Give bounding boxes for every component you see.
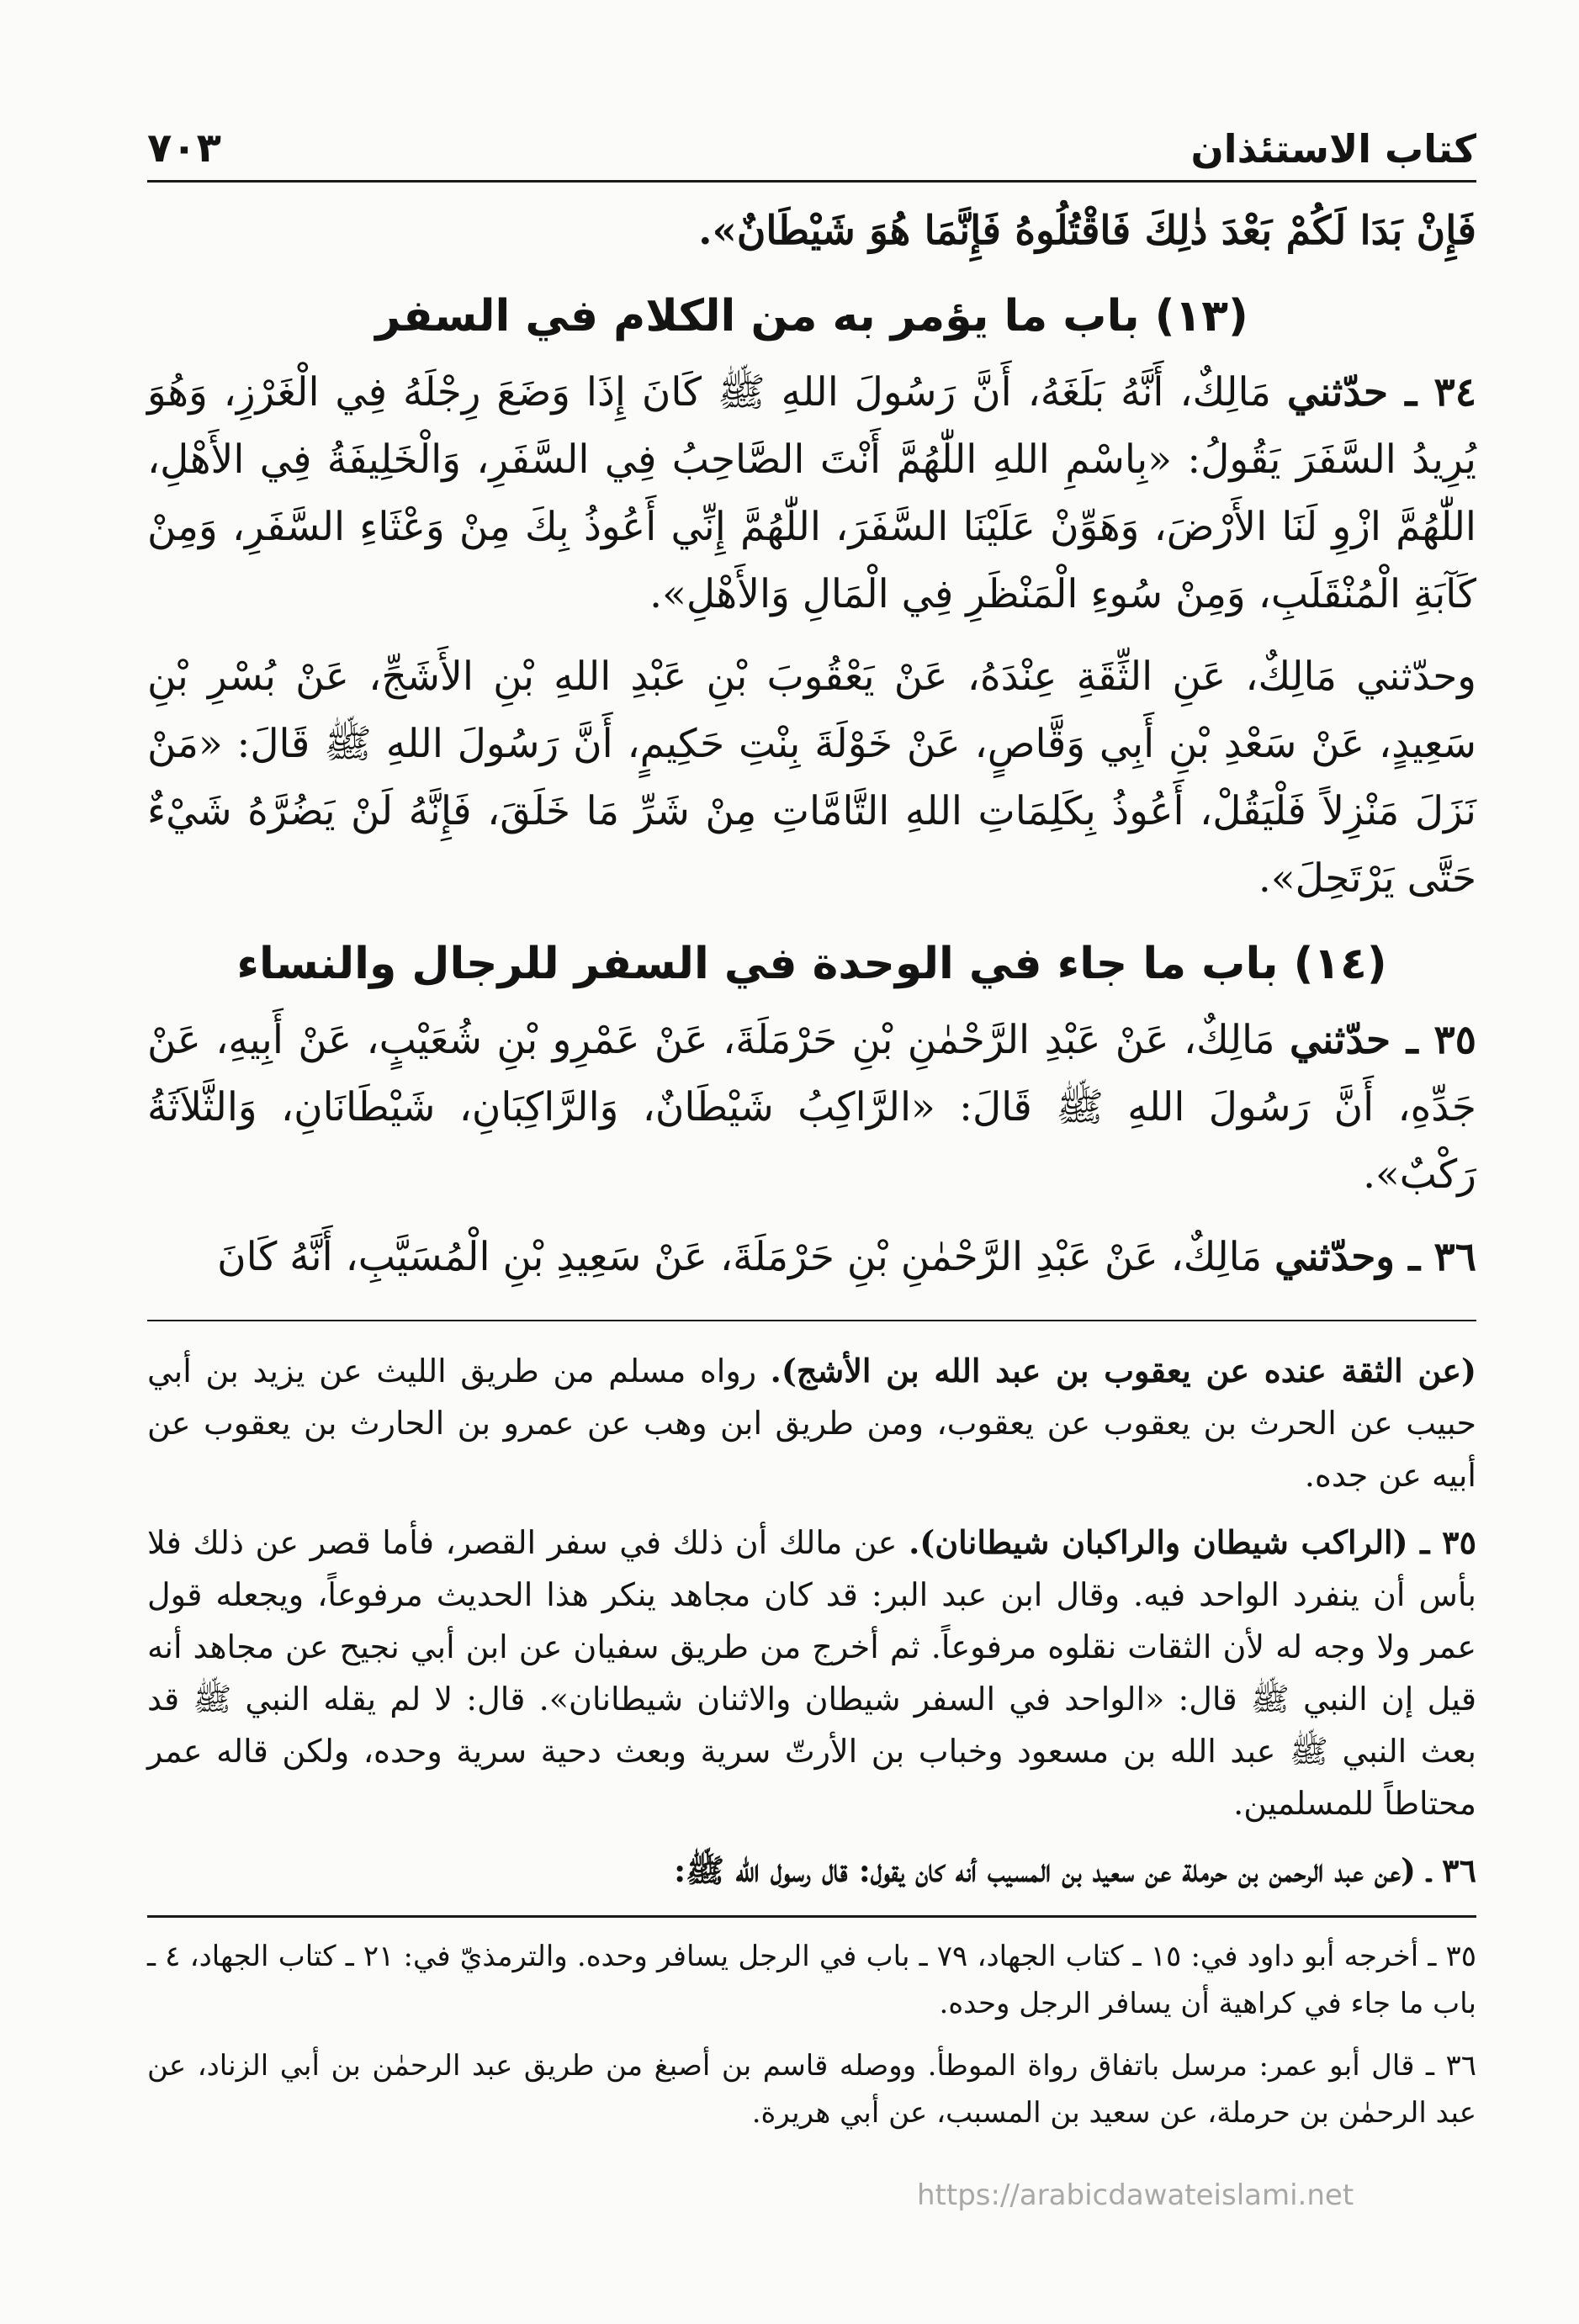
hadith-34-number: ٣٤ ـ حدّثني xyxy=(1286,369,1476,416)
footnote-36: ٣٦ ـ قال أبو عمر: مرسل باتفاق رواة الموطأ. ووصله قاسم بن أصبغ من طريق عبد الرحمٰن بن أبي الزناد، عن عبد الرحمٰن بن حرملة، عن سعيد بن المسبب، عن أبي هريرة. xyxy=(147,2049,1476,2130)
commentary-35-text: عن مالك أن ذلك في سفر القصر، فأما قصر عن ذلك فلا بأس أن ينفرد الواحد فيه. وقال ابن عبد البر: قد كان مجاهد ينكر هذا الحديث مرفوعاً، ويجعله قول عمر ولا وجه له لأن الثقات نقلوه مرفوعاً. ثم أخرج من طريق سفيان عن ابن أبي نجيح عن مجاهد أنه قيل إن النبي ﷺ قال: «الواحد في السفر شيطان والاثنان شيطانان». قال: لا لم يقله النبي ﷺ قد بعث النبي ﷺ عبد الله بن مسعود وخباب بن الأرتّ سرية وبعث دحية سرية وحده، ولكن قاله عمر محتاطاً للمسلمين. xyxy=(147,1524,1476,1822)
hadith-35-number: ٣٥ ـ حدّثني xyxy=(1289,1017,1476,1063)
commentary-1-lemma: (عن الثقة عنده عن يعقوب بن عبد الله بن الأشج). xyxy=(770,1352,1476,1390)
hadith-35 xyxy=(147,1007,1476,1209)
chapter-13-title: (١٣) باب ما يؤمر به من الكلام في السفر xyxy=(375,291,1248,341)
hadith-35-text: مَالِكٌ، عَنْ عَبْدِ الرَّحْمٰنِ بْنِ حَرْمَلَةَ، عَنْ عَمْرِو بْنِ شُعَيْبٍ، عَنْ أَبِيهِ، عَنْ جَدِّهِ، أَنَّ رَسُولَ اللهِ ﷺ قَالَ: «الرَّاكِبُ شَيْطَانٌ، وَالرَّاكِبَانِ، شَيْطَانَانِ، وَالثَّلاَثَةُ رَكْبٌ». xyxy=(147,1017,1476,1198)
chapter-14-title: (١٤) باب ما جاء في الوحدة في السفر للرجال والنساء xyxy=(236,939,1387,989)
commentary-1 xyxy=(147,1345,1476,1501)
opening-text: فَإِنْ بَدَا لَكُمْ بَعْدَ ذٰلِكَ فَاقْتُلُوهُ فَإِنَّمَا هُوَ شَيْطَانٌ». xyxy=(698,208,1476,254)
commentary-36-lemma: ٣٦ ـ (عن عبد الرحمن بن حرملة عن سعيد بن المسيب أنه كان يقول: قال رسول الله ﷺ: xyxy=(674,1851,1476,1889)
footnotes-rule xyxy=(147,1915,1476,1918)
opening-line xyxy=(147,198,1476,265)
commentary-35 xyxy=(147,1517,1476,1829)
watermark-url: https://arabicdawateislami.net xyxy=(917,2178,1354,2212)
hadith-36-text: مَالِكٌ، عَنْ عَبْدِ الرَّحْمٰنِ بْنِ حَرْمَلَةَ، عَنْ سَعِيدِ بْنِ الْمُسَيَّبِ، أَنَّهُ كَانَ xyxy=(217,1234,1263,1280)
hadith-34b xyxy=(147,643,1476,913)
hadith-34 xyxy=(147,359,1476,628)
header-rule xyxy=(147,180,1476,183)
page-number: ٧٠٣ xyxy=(147,124,221,172)
page-header xyxy=(147,101,1476,172)
footnote-35: ٣٥ ـ أخرجه أبو داود في: ١٥ ـ كتاب الجهاد، ٧٩ ـ باب في الرجل يسافر وحده. والترمذيّ في: ٢١ ـ كتاب الجهاد، ٤ ـ باب ما جاء في كراهية أن يسافر الرجل وحده. xyxy=(147,1940,1477,2020)
hadith-34-text: مَالِكٌ، أَنَّهُ بَلَغَهُ، أَنَّ رَسُولَ اللهِ ﷺ كَانَ إِذَا وَضَعَ رِجْلَهُ فِي الْغَرْزِ، وَهُوَ يُرِيدُ السَّفَرَ يَقُولُ: «بِاسْمِ اللهِ اللّٰهُمَّ أَنْتَ الصَّاحِبُ فِي السَّفَرِ، وَالْخَلِيفَةُ فِي الأَهْلِ، اللّٰهُمَّ ازْوِ لَنَا الأَرْضَ، وَهَوِّنْ عَلَيْنَا السَّفَرَ، اللّٰهُمَّ إِنِّي أَعُوذُ بِكَ مِنْ وَعْثَاءِ السَّفَرِ، وَمِنْ كَآبَةِ الْمُنْقَلَبِ، وَمِنْ سُوءِ الْمَنْظَرِ فِي الْمَالِ وَالأَهْلِ». xyxy=(147,369,1476,617)
commentary-36 xyxy=(147,1845,1476,1897)
hadith-34b-text: وحدّثني مَالِكٌ، عَنِ الثِّقَةِ عِنْدَهُ، عَنْ يَعْقُوبَ بْنِ عَبْدِ اللهِ بْنِ الأَشَجِّ، عَنْ بُسْرِ بْنِ سَعِيدٍ، عَنْ سَعْدِ بْنِ أَبِي وَقَّاصٍ، عَنْ خَوْلَةَ بِنْتِ حَكِيمٍ، أَنَّ رَسُولَ اللهِ ﷺ قَالَ: «مَنْ نَزَلَ مَنْزِلاً فَلْيَقُلْ، أَعُوذُ بِكَلِمَاتِ اللهِ التَّامَّاتِ مِنْ شَرِّ مَا خَلَقَ، فَإِنَّهُ لَنْ يَضُرَّهُ شَيْءٌ حَتَّى يَرْتَحِلَ». xyxy=(147,654,1476,902)
commentary-1-text: رواه مسلم من طريق الليث عن يزيد بن أبي حبيب عن الحرث بن يعقوب عن يعقوب، ومن طريق ابن وهب عن عمرو بن الحارث بن يعقوب عن أبيه عن جده. xyxy=(147,1353,1476,1494)
hadith-36-number: ٣٦ ـ وحدّثني xyxy=(1274,1234,1476,1280)
book-title: كتاب الاستئذان xyxy=(1190,126,1476,172)
commentary-rule xyxy=(147,1320,1476,1321)
commentary-35-lemma: ٣٥ ـ (الراكب شيطان والراكبان شيطانان). xyxy=(909,1523,1476,1561)
page xyxy=(147,101,1476,2136)
hadith-36 xyxy=(147,1224,1476,1291)
